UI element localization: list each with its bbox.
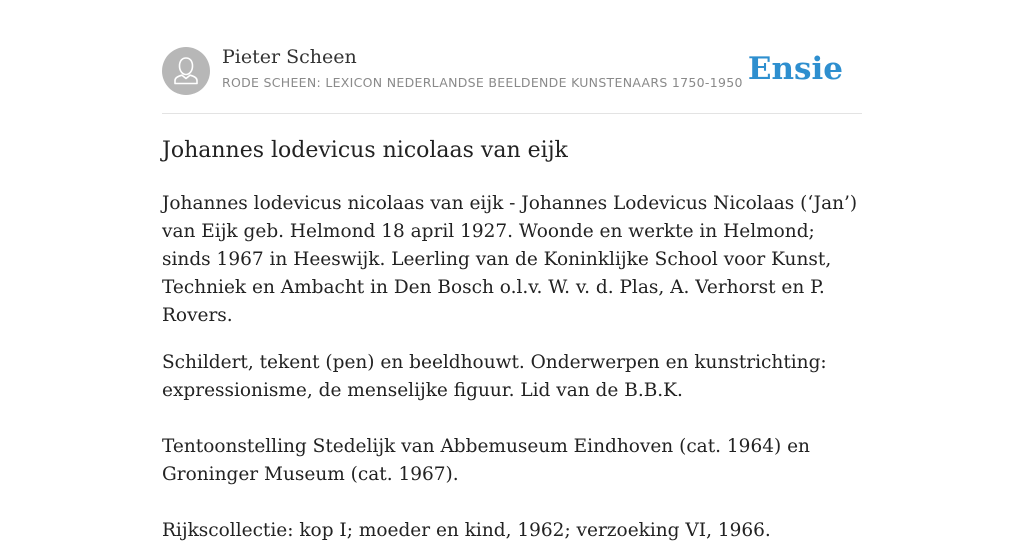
source-label[interactable]: RODE SCHEEN: LEXICON NEDERLANDSE BEELDENDE KUNSTENAARS 1750-1950 bbox=[222, 75, 743, 90]
article-title: Johannes lodevicus nicolaas van eijk bbox=[162, 138, 568, 163]
author-name[interactable]: Pieter Scheen bbox=[222, 46, 357, 68]
author-header bbox=[162, 46, 862, 96]
article-paragraph: Tentoonstelling Stedelijk van Abbemuseum Eindhoven (cat. 1964) en Groninger Museum (cat. 1967). bbox=[162, 436, 810, 485]
header-divider bbox=[162, 113, 862, 114]
article-paragraph: Rijkscollectie: kop I; moeder en kind, 1962; verzoeking VI, 1966. bbox=[162, 520, 771, 541]
article-paragraph: Johannes lodevicus nicolaas van eijk - Johannes Lodevicus Nicolaas (‘Jan’) van Eijk geb. Helmond 18 april 1927. Woonde en werkte in Helmond; sinds 1967 in Heeswijk. Leerling van de Koninklijke School voor Kunst, Techniek en Ambacht in Den Bosch o.l.v. W. v. d. Plas, A. Verhorst en P. Rovers. bbox=[162, 193, 858, 326]
avatar[interactable] bbox=[162, 47, 210, 95]
article-paragraph: Schildert, tekent (pen) en beeldhouwt. Onderwerpen en kunstrichting: expressionisme, de menselijke figuur. Lid van de B.B.K. bbox=[162, 352, 827, 401]
brand-logo[interactable]: Ensie bbox=[747, 51, 843, 87]
user-icon bbox=[162, 47, 210, 95]
article-body bbox=[162, 190, 862, 545]
